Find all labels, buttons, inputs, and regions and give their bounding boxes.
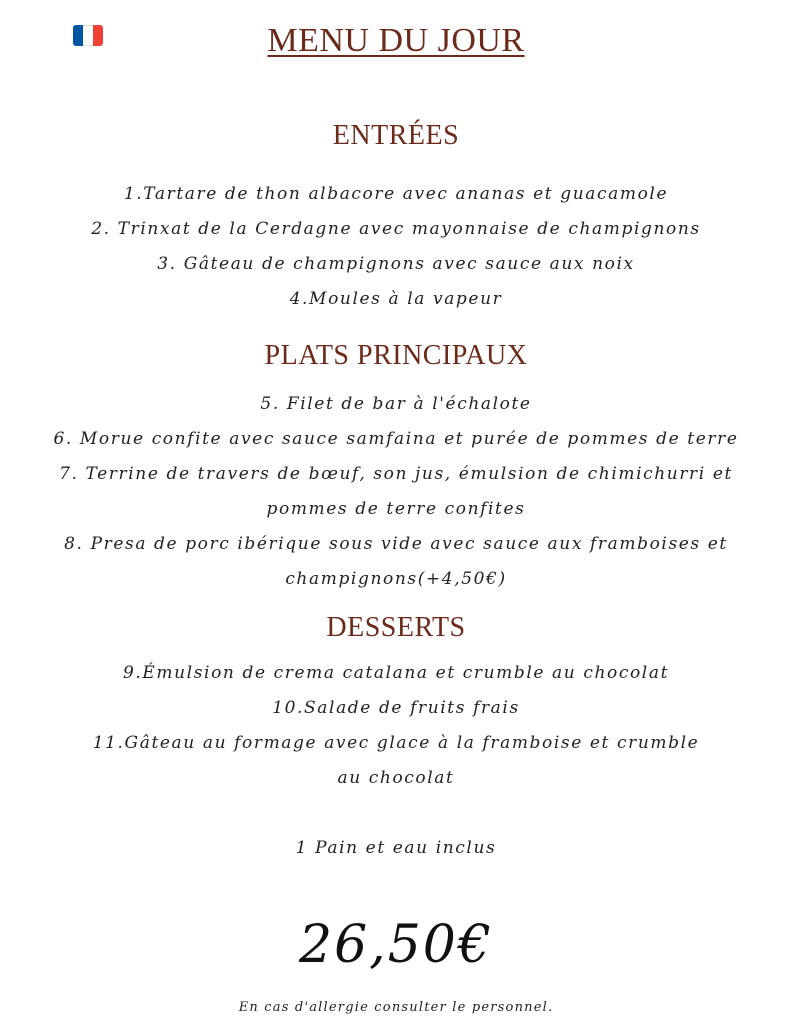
plat-item-8-line-1: 8. Presa de porc ibérique sous vide avec sauce aux framboises et xyxy=(64,534,728,554)
entree-item-1: 1.Tartare de thon albacore avec ananas et guacamole xyxy=(123,184,669,204)
section-title-desserts: DESSERTS xyxy=(326,612,466,643)
plat-item-7-line-2: pommes de terre confites xyxy=(266,499,526,519)
plat-item-5: 5. Filet de bar à l'échalote xyxy=(260,394,532,414)
section-title-plats: PLATS PRINCIPAUX xyxy=(264,340,528,371)
entree-item-3: 3. Gâteau de champignons avec sauce aux noix xyxy=(157,254,635,274)
allergy-note: En cas d'allergie consulter le personnel. xyxy=(238,1000,554,1015)
page-title: MENU DU JOUR xyxy=(267,22,525,59)
included-note: 1 Pain et eau inclus xyxy=(295,838,497,858)
dessert-item-11-line-2: au chocolat xyxy=(337,768,455,788)
section-title-entrees: ENTRÉES xyxy=(332,120,460,151)
menu-price: 26,50€ xyxy=(299,915,493,975)
dessert-item-11-line-1: 11.Gâteau au formage avec glace à la framboise et crumble xyxy=(92,733,700,753)
entree-item-2: 2. Trinxat de la Cerdagne avec mayonnaise de champignons xyxy=(91,219,701,239)
plat-item-7-line-1: 7. Terrine de travers de bœuf, son jus, émulsion de chimichurri et xyxy=(59,464,733,484)
plat-item-8-line-2: champignons(+4,50€) xyxy=(285,569,507,589)
dessert-item-10: 10.Salade de fruits frais xyxy=(272,698,520,718)
plat-item-6: 6. Morue confite avec sauce samfaina et purée de pommes de terre xyxy=(53,429,739,449)
entree-item-4: 4.Moules à la vapeur xyxy=(289,289,503,309)
dessert-item-9: 9.Émulsion de crema catalana et crumble au chocolat xyxy=(122,663,670,683)
